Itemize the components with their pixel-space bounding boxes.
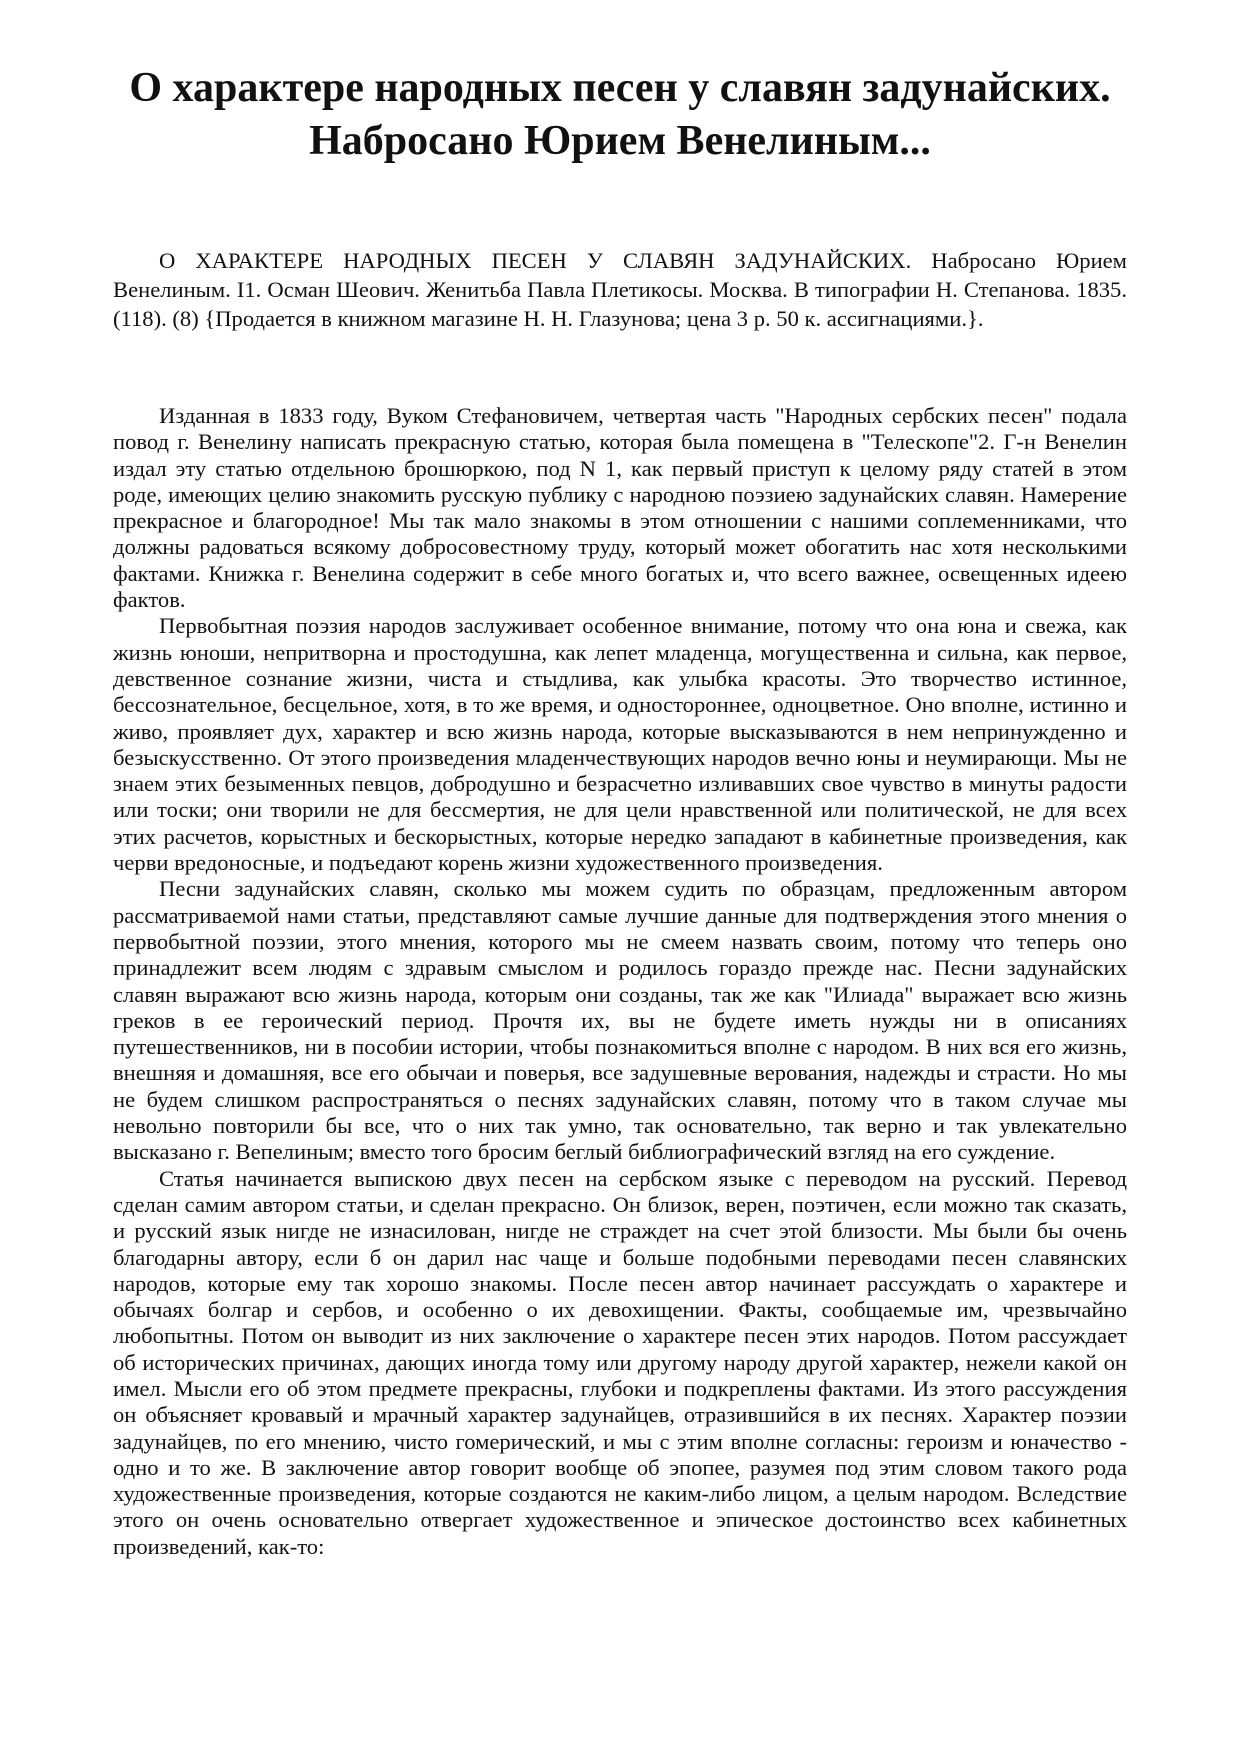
body-paragraph: Песни задунайских славян, сколько мы можем судить по образцам, предложенным автором рассматриваемой нами статьи, представляют самые лучшие данные для подтверждения этого мнения о первобытной поэзии, этого мнения, которого мы не смеем назвать своим, потому что теперь оно принадлежит всем людям с здравым смыслом и родилось гораздо прежде нас. Песни задунайских славян выражают всю жизнь народа, которым они созданы, так же как "Илиада" выражает всю жизнь греков в ее героический период. Прочтя их, вы не будете иметь нужды ни в описаниях путешественников, ни в пособии истории, чтобы познакомиться вполне с народом. В них вся его жизнь, внешняя и домашняя, все его обычаи и поверья, все задушевные верования, надежды и страсти. Но мы не будем слишком распространяться о песнях задунайских славян, потому что в таком случае мы невольно повторили бы все, что о них так умно, так основательно, так верно и так увлекательно высказано г. Вепелиным; вместо того бросим беглый библиографический взгляд на его суждение.: [113, 876, 1127, 1165]
body-paragraph: Изданная в 1833 году, Вуком Стефановичем, четвертая часть "Народных сербских песен" подала повод г. Венелину написать прекрасную статью, которая была помещена в "Телескопе"2. Г-н Венелин издал эту статью отдельною брошюркою, под N 1, как первый приступ к целому ряду статей в этом роде, имеющих целию знакомить русскую публику с народною поэзиею задунайских славян. Намерение прекрасное и благородное! Мы так мало знакомы в этом отношении с нашими соплеменниками, что должны радоваться всякому добросовестному труду, который может обогатить нас хотя несколькими фактами. Книжка г. Венелина содержит в себе много богатых и, что всего важнее, освещенных идеею фактов.: [113, 403, 1127, 613]
title-line-1: О характере народных песен у славян задунайских.: [129, 65, 1111, 111]
body-paragraph: Первобытная поэзия народов заслуживает особенное внимание, потому что она юна и свежа, как жизнь юноши, непритворна и простодушна, как лепет младенца, могущественна и сильна, как первое, девственное сознание жизни, чиста и стыдлива, как улыбка красоты. Это творчество истинное, бессознательное, бесцельное, хотя, в то же время, и одностороннее, одноцветное. Оно вполне, истинно и живо, проявляет дух, характер и всю жизнь народа, которые высказываются в нем непринужденно и безыскусственно. От этого произведения младенчествующих народов вечно юны и неумирающи. Мы не знаем этих безыменных певцов, добродушно и безрасчетно изливавших свое чувство в минуты радости или тоски; они творили не для бессмертия, не для цели нравственной или политической, не для всех этих расчетов, корыстных и бескорыстных, которые нередко западают в кабинетные произведения, как черви вредоносные, и подъедают корень жизни художественного произведения.: [113, 613, 1127, 876]
article-body: [113, 403, 1127, 1560]
title-line-2: Набросано Юрием Венелиным...: [309, 118, 931, 164]
document-title: [113, 62, 1127, 168]
body-paragraph: Статья начинается выпискою двух песен на сербском языке с переводом на русский. Перевод сделан самим автором статьи, и сделан прекрасно. Он близок, верен, поэтичен, если можно так сказать, и русский язык нигде не изнасилован, нигде не страждет на счет этой близости. Мы были бы очень благодарны автору, если б он дарил нас чаще и больше подобными переводами песен славянских народов, которые ему так хорошо знакомы. После песен автор начинает рассуждать о характере и обычаях болгар и сербов, и особенно о их девохищении. Факты, сообщаемые им, чрезвычайно любопытны. Потом он выводит из них заключение о характере песен этих народов. Потом рассуждает об исторических причинах, дающих иногда тому или другому народу другой характер, нежели какой он имел. Мысли его об этом предмете прекрасны, глубоки и подкреплены фактами. Из этого рассуждения он объясняет кровавый и мрачный характер задунайцев, отразившийся в их песнях. Характер поэзии задунайцев, по его мнению, чисто гомерический, и мы с этим вполне согласны: героизм и юначество - одно и то же. В заключение автор говорит вообще об эпопее, разумея под этим словом такого рода художественные произведения, которые создаются не каким-либо лицом, а целым народом. Вследствие этого он очень основательно отвергает художественное и эпическое достоинство всех кабинетных произведений, как-то:: [113, 1165, 1127, 1559]
bibliographic-note: О ХАРАКТЕРЕ НАРОДНЫХ ПЕСЕН У СЛАВЯН ЗАДУНАЙСКИХ. Набросано Юрием Венелиным. I1. Осман Шеович. Женитьба Павла Плетикосы. Москва. В типографии Н. Степанова. 1835. (118). (8) {Продается в книжном магазине Н. Н. Глазунова; цена 3 р. 50 к. ассигнациями.}.: [113, 248, 1127, 331]
